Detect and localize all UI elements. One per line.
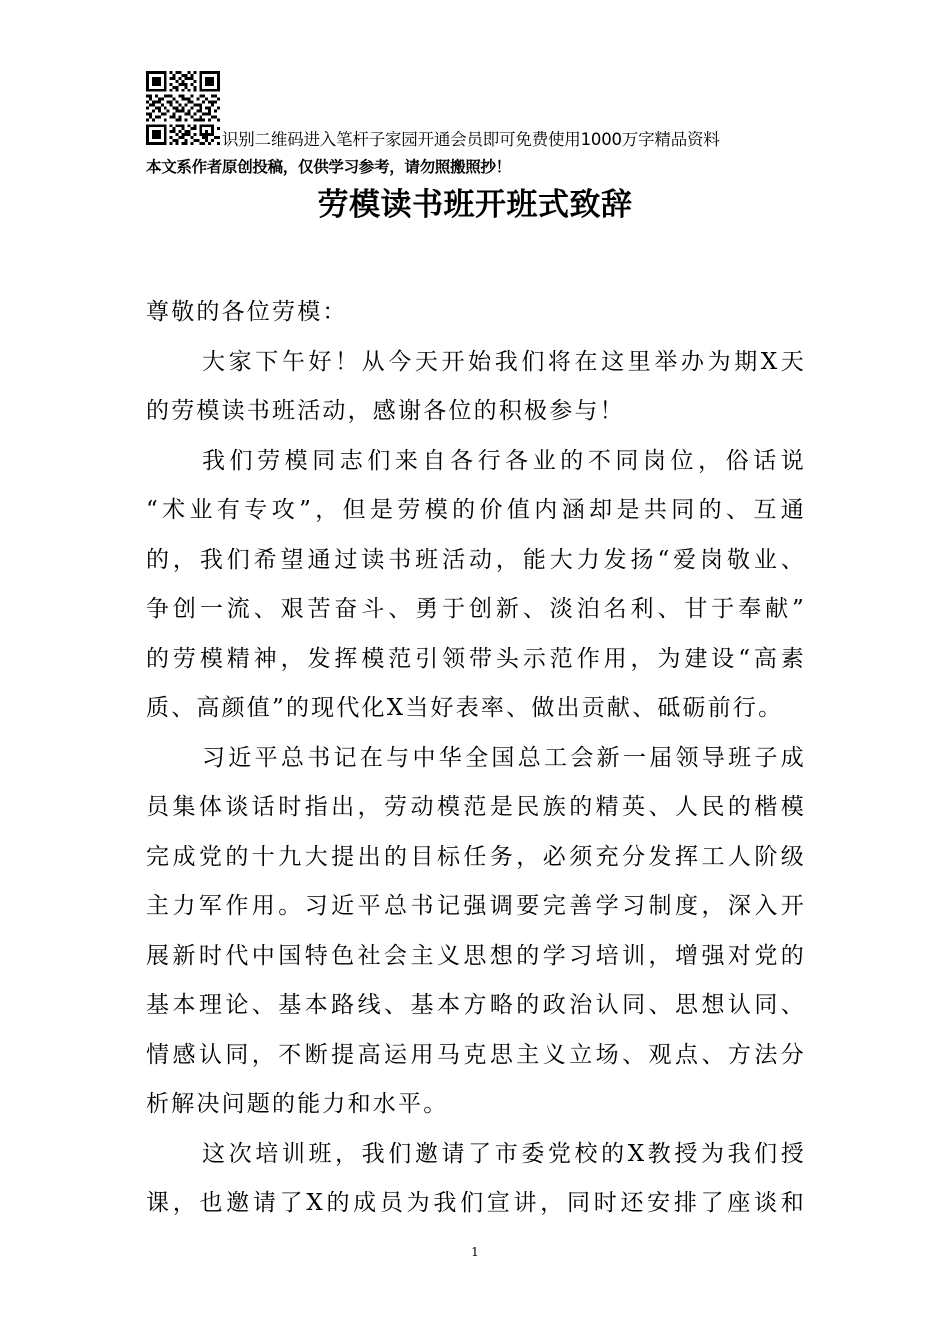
body-line: 主力军作用。习近平总书记强调要完善学习制度，深入开 (146, 893, 806, 919)
body-line: 习近平总书记在与中华全国总工会新一届领导班子成 (202, 744, 806, 771)
body-line: 争创一流、艰苦奋斗、勇于创新、淡泊名利、甘于奉献” (146, 596, 806, 622)
body-line: 我们劳模同志们来自各行各业的不同岗位，俗话说 (202, 447, 806, 474)
body-line: 质、高颜值”的现代化X当好表率、做出贡献、砥砺前行。 (146, 695, 784, 721)
body-line: “术业有专攻”，但是劳模的价值内涵却是共同的、互通 (146, 497, 806, 523)
body-line: 员集体谈话时指出，劳动模范是民族的精英、人民的楷模 (146, 794, 806, 820)
body-line: 的劳模精神，发挥模范引领带头示范作用，为建设“高素 (146, 645, 806, 672)
body-line: 析解决问题的能力和水平。 (146, 1091, 449, 1117)
salutation: 尊敬的各位劳模： (146, 299, 348, 325)
document-body (146, 288, 806, 1229)
body-line: 这次培训班，我们邀请了市委党校的X教授为我们授 (202, 1140, 806, 1167)
body-line: 完成党的十九大提出的目标任务，必须充分发挥工人阶级 (146, 843, 806, 870)
body-line: 基本理论、基本路线、基本方略的政治认同、思想认同、 (146, 992, 806, 1018)
body-line: 的，我们希望通过读书班活动，能大力发扬“爱岗敬业、 (146, 546, 806, 573)
qr-code-icon (146, 71, 220, 145)
body-line: 大家下午好！从今天开始我们将在这里举办为期X天 (202, 348, 806, 375)
promo-text: 识别二维码进入笔杆子家园开通会员即可免费使用1000万字精品资料 (222, 130, 720, 149)
body-line: 情感认同，不断提高运用马克思主义立场、观点、方法分 (146, 1041, 806, 1068)
body-line: 的劳模读书班活动，感谢各位的积极参与！ (146, 398, 625, 424)
page-number: 1 (471, 1245, 479, 1259)
copyright-notice: 本文系作者原创投稿，仅供学习参考，请勿照搬照抄！ (146, 157, 511, 176)
body-line: 课，也邀请了X的成员为我们宣讲，同时还安排了座谈和 (146, 1190, 806, 1216)
document-title: 劳模读书班开班式致辞 (317, 187, 633, 223)
body-line: 展新时代中国特色社会主义思想的学习培训，增强对党的 (146, 942, 806, 969)
